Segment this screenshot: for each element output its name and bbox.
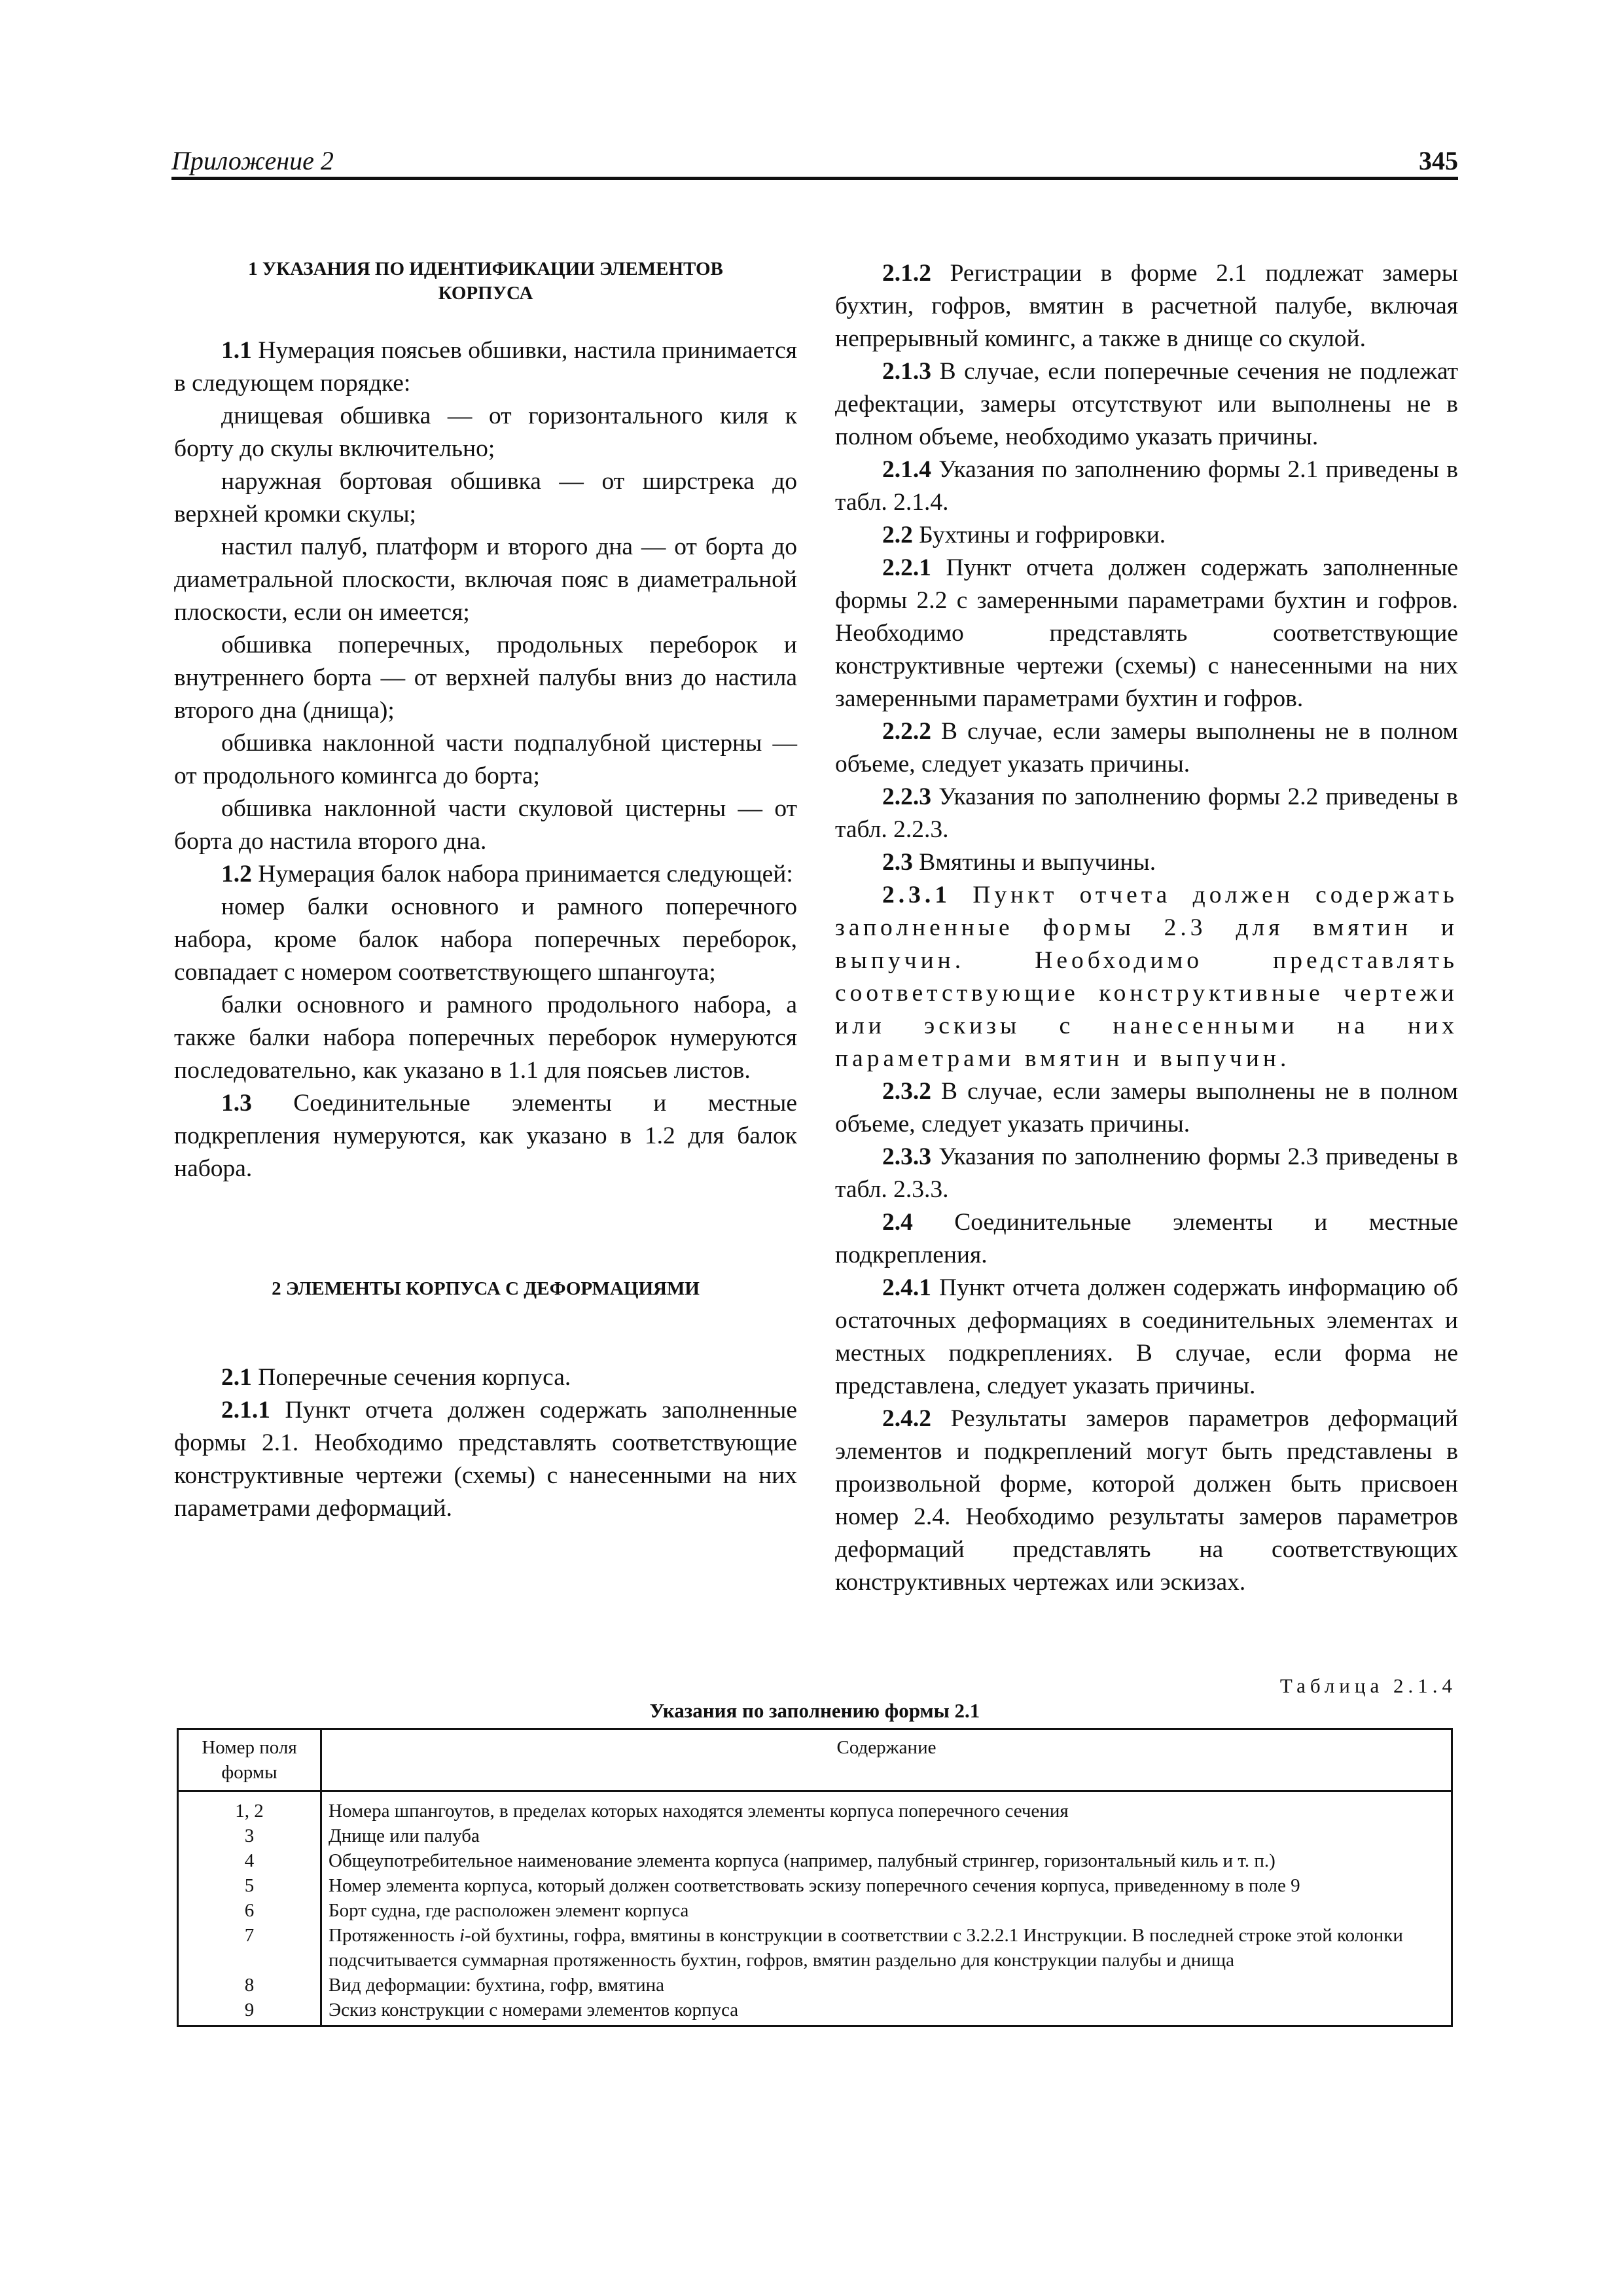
left-column — [174, 257, 797, 1525]
list-item: обшивка поперечных, продольных переборок и внутреннего борта — от верхней палубы вниз до настила второго дна (днища); — [174, 632, 797, 724]
paragraph-2-1-3: 2.1.3 В случае, если поперечные сечения не подлежат дефектации, замеры отсутствуют или выполнены не в полном объеме, необходимо указать причины. — [835, 358, 1459, 450]
header-rule — [171, 177, 1458, 180]
table-row — [178, 1873, 1452, 1898]
table-caption: Указания по заполнению формы 2.1 — [649, 1699, 980, 1722]
field-description: Вид деформации: бухтина, гофр, вмятина — [321, 1973, 1452, 1998]
field-description: Протяженность i-ой бухтины, гофра, вмятины в конструкции в соответствии с 3.2.2.1 Инструкции. В последней строке этой колонки подсчитывается суммарная протяженность бухтин, гофров, вмятин раздельно для конструкции палубы и днища — [321, 1923, 1452, 1973]
table-header-row — [178, 1729, 1452, 1791]
field-number: 4 — [178, 1848, 321, 1873]
table-row — [178, 1898, 1452, 1923]
field-description: Общеупотребительное наименование элемента корпуса (например, палубный стрингер, горизонтальный киль и т. п.) — [321, 1848, 1452, 1873]
table-row — [178, 1823, 1452, 1848]
paragraph-2-1-2: 2.1.2 Регистрации в форме 2.1 подлежат замеры бухтин, гофров, вмятин в расчетной палубе, включая непрерывный комингс, а также в днище со скулой. — [835, 260, 1459, 352]
paragraph-2-4-1: 2.4.1 Пункт отчета должен содержать информацию об остаточных деформациях в соединительных элементах и местных подкреплениях. В случае, если форма не представлена, следует указать причины. — [835, 1274, 1459, 1399]
field-number: 6 — [178, 1898, 321, 1923]
list-item: наружная бортовая обшивка — от ширстрека до верхней кромки скулы; — [174, 468, 797, 528]
field-number: 3 — [178, 1823, 321, 1848]
paragraph-2-4-2: 2.4.2 Результаты замеров параметров деформаций элементов и подкреплений могут быть представлены в произвольной форме, которой должен быть присвоен номер 2.4. Необходимо результаты замеров параметров деформаций представлять на соответствующих конструктивных чертежах или эскизах. — [835, 1405, 1459, 1596]
field-number: 9 — [178, 1998, 321, 2026]
field-description: Днище или палуба — [321, 1823, 1452, 1848]
section-2-heading: 2 ЭЛЕМЕНТЫ КОРПУСА С ДЕФОРМАЦИЯМИ — [272, 1278, 700, 1299]
paragraph-2-2-1: 2.2.1 Пункт отчета должен содержать заполненные формы 2.2 с замеренными параметрами бухтин и гофров. Необходимо представлять соответствующие конструктивные чертежи (схемы) с нанесенными на них замеренными параметрами бухтин и гофров. — [835, 554, 1458, 712]
field-number: 8 — [178, 1973, 321, 1998]
paragraph-2-1-1: 2.1.1 Пункт отчета должен содержать заполненные формы 2.1. Необходимо представлять соответствующие конструктивные чертежи (схемы) с нанесенными на них параметрами деформаций. — [174, 1397, 797, 1522]
page-header — [171, 145, 1458, 179]
section-1-heading: 1 УКАЗАНИЯ ПО ИДЕНТИФИКАЦИИ ЭЛЕМЕНТОВ КОРПУСА — [248, 259, 723, 304]
subsection-2-3: 2.3 Вмятины и выпучины. — [882, 849, 1156, 876]
table-row — [178, 1998, 1452, 2026]
subsection-2-1: 2.1 Поперечные сечения корпуса. — [221, 1364, 571, 1391]
list-item: днищевая обшивка — от горизонтального киля к борту до скулы включительно; — [174, 403, 797, 462]
field-number: 5 — [178, 1873, 321, 1898]
paragraph-1-2: 1.2 Нумерация балок набора принимается следующей: — [221, 861, 793, 888]
column-header-field-number: Номер поля формы — [178, 1729, 321, 1791]
subsection-2-2: 2.2 Бухтины и гофрировки. — [882, 522, 1166, 548]
table-row — [178, 1791, 1452, 1824]
subsection-2-4: 2.4 Соединительные элементы и местные подкрепления. — [835, 1209, 1459, 1268]
list-item: обшивка наклонной части скуловой цистерны — от борта до настила второго дна. — [174, 795, 797, 855]
table-number: Таблица 2.1.4 — [1279, 1674, 1457, 1697]
column-header-content: Содержание — [321, 1729, 1452, 1791]
page-number: 345 — [1419, 146, 1458, 175]
field-description: Эскиз конструкции с номерами элементов корпуса — [321, 1998, 1452, 2026]
list-item: обшивка наклонной части подпалубной цистерны — от продольного комингса до борта; — [174, 730, 797, 789]
table-row — [178, 1923, 1452, 1973]
paragraph-2-3-1: 2.3.1 Пункт отчета должен содержать заполненные формы 2.3 для вмятин и выпучин. Необходимо представлять соответствующие конструктивные чертежи или эскизы с нанесенными на них параметрами вмятин и выпучин. — [835, 882, 1458, 1072]
field-number: 1, 2 — [178, 1791, 321, 1824]
paragraph-1-1: 1.1 Нумерация поясьев обшивки, настила принимается в следующем порядке: — [174, 337, 797, 397]
instructions-table — [177, 1728, 1453, 2027]
paragraph-2-2-3: 2.2.3 Указания по заполнению формы 2.2 приведены в табл. 2.2.3. — [835, 783, 1459, 843]
table-row — [178, 1973, 1452, 1998]
table-row — [178, 1848, 1452, 1873]
field-description: Борт судна, где расположен элемент корпуса — [321, 1898, 1452, 1923]
paragraph-2-1-4: 2.1.4 Указания по заполнению формы 2.1 приведены в табл. 2.1.4. — [835, 456, 1459, 516]
paragraph-2-3-3: 2.3.3 Указания по заполнению формы 2.3 приведены в табл. 2.3.3. — [835, 1143, 1459, 1203]
list-item: настил палуб, платформ и второго дна — от борта до диаметральной плоскости, включая пояс в диаметральной плоскости, если он имеется; — [174, 533, 797, 626]
paragraph-1-3: 1.3 Соединительные элементы и местные подкрепления нумеруются, как указано в 1.2 для балок набора. — [174, 1090, 798, 1182]
list-item: балки основного и рамного продольного набора, а также балки набора поперечных переборок нумеруются последовательно, как указано в 1.1 для поясьев листов. — [174, 992, 797, 1084]
list-item: номер балки основного и рамного поперечного набора, кроме балок набора поперечных переборок, совпадает с номером соответствующего шпангоута; — [174, 893, 797, 986]
field-description: Номер элемента корпуса, который должен соответствовать эскизу поперечного сечения корпуса, приведенному в поле 9 — [321, 1873, 1452, 1898]
running-title: Приложение 2 — [171, 146, 334, 175]
field-description: Номера шпангоутов, в пределах которых находятся элементы корпуса поперечного сечения — [321, 1791, 1452, 1824]
right-column — [835, 257, 1458, 1599]
paragraph-2-3-2: 2.3.2 В случае, если замеры выполнены не в полном объеме, следует указать причины. — [835, 1078, 1458, 1138]
field-number: 7 — [178, 1923, 321, 1973]
paragraph-2-2-2: 2.2.2 В случае, если замеры выполнены не в полном объеме, следует указать причины. — [835, 718, 1458, 778]
